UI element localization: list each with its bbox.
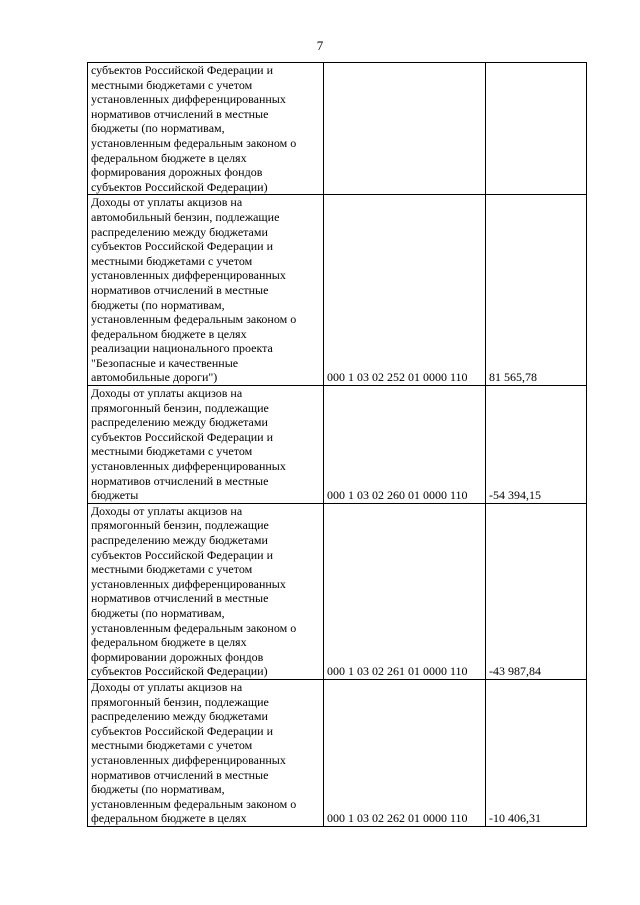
description-line: установленных дифференцированных: [91, 576, 286, 591]
budget-code-cell: [324, 63, 486, 195]
description-line: субъектов Российской Федерации): [91, 664, 268, 679]
description-line: установленным федеральным законом о: [91, 135, 297, 150]
table-row: [88, 679, 587, 826]
description-line: федеральном бюджете в целях: [91, 635, 247, 650]
description-cell: [88, 679, 324, 826]
description-line: установленных дифференцированных: [91, 92, 286, 107]
budget-code-cell: 000 1 03 02 252 01 0000 110: [324, 195, 486, 386]
table-row: [88, 503, 587, 679]
amount-cell: -54 394,15: [486, 386, 587, 504]
description-line: Доходы от уплаты акцизов на: [91, 386, 243, 401]
table-row: [88, 63, 587, 195]
description-cell: [88, 63, 324, 195]
description-line: распределению между бюджетами: [91, 415, 268, 430]
description-line: Доходы от уплаты акцизов на: [91, 503, 243, 518]
description-line: федеральном бюджете в целях: [91, 150, 247, 165]
revenue-table: [87, 62, 587, 827]
description-line: нормативов отчислений в местные: [91, 282, 269, 297]
description-line: субъектов Российской Федерации и: [91, 63, 274, 77]
description-line: распределению между бюджетами: [91, 709, 268, 724]
description-line: субъектов Российской Федерации и: [91, 547, 274, 562]
description-line: бюджеты: [91, 488, 139, 503]
description-line: автомобильный бензин, подлежащие: [91, 209, 280, 224]
description-line: местными бюджетами с учетом: [91, 253, 253, 268]
description-line: установленным федеральным законом о: [91, 312, 297, 327]
description-cell: [88, 503, 324, 679]
description-line: местными бюджетами с учетом: [91, 738, 253, 753]
amount-cell: 81 565,78: [486, 195, 587, 386]
amount-cell: -43 987,84: [486, 503, 587, 679]
description-line: реализации национального проекта: [91, 341, 273, 356]
description-line: установленным федеральным законом о: [91, 620, 297, 635]
description-line: субъектов Российской Федерации и: [91, 429, 274, 444]
description-line: прямогонный бензин, подлежащие: [91, 694, 269, 709]
amount-cell: -10 406,31: [486, 679, 587, 826]
description-line: формировании дорожных фондов: [91, 649, 264, 664]
revenue-table-body: [88, 63, 587, 827]
description-line: бюджеты (по нормативам,: [91, 297, 225, 312]
description-line: прямогонный бензин, подлежащие: [91, 400, 269, 415]
description-line: Доходы от уплаты акцизов на: [91, 195, 243, 210]
description-line: установленным федеральным законом о: [91, 796, 297, 811]
description-line: Доходы от уплаты акцизов на: [91, 679, 243, 694]
description-line: бюджеты (по нормативам,: [91, 121, 225, 136]
description-line: нормативов отчислений в местные: [91, 591, 269, 606]
description-line: федеральном бюджете в целях: [91, 326, 247, 341]
table-row: [88, 195, 587, 386]
description-line: бюджеты (по нормативам,: [91, 605, 225, 620]
budget-code-cell: 000 1 03 02 261 01 0000 110: [324, 503, 486, 679]
description-line: нормативов отчислений в местные: [91, 473, 269, 488]
description-line: субъектов Российской Федерации): [91, 179, 268, 194]
description-line: субъектов Российской Федерации и: [91, 723, 274, 738]
description-line: установленных дифференцированных: [91, 459, 286, 474]
description-line: установленных дифференцированных: [91, 268, 286, 283]
description-line: "Безопасные и качественные: [91, 355, 239, 370]
description-line: установленных дифференцированных: [91, 752, 286, 767]
table-row: [88, 386, 587, 504]
description-line: прямогонный бензин, подлежащие: [91, 518, 269, 533]
description-line: федеральном бюджете в целях: [91, 811, 247, 826]
description-line: бюджеты (по нормативам,: [91, 782, 225, 797]
description-cell: [88, 195, 324, 386]
page-number: 7: [316, 38, 324, 53]
description-line: местными бюджетами с учетом: [91, 562, 253, 577]
description-line: распределению между бюджетами: [91, 533, 268, 547]
description-line: формирования дорожных фондов: [91, 165, 263, 180]
description-line: местными бюджетами с учетом: [91, 444, 253, 459]
description-line: автомобильные дороги"): [91, 370, 218, 385]
amount-cell: [486, 63, 587, 195]
description-cell: [88, 386, 324, 504]
description-line: местными бюджетами с учетом: [91, 77, 253, 92]
description-line: нормативов отчислений в местные: [91, 106, 269, 121]
budget-code-cell: 000 1 03 02 260 01 0000 110: [324, 386, 486, 504]
description-line: распределению между бюджетами: [91, 224, 268, 239]
budget-code-cell: 000 1 03 02 262 01 0000 110: [324, 679, 486, 826]
description-line: нормативов отчислений в местные: [91, 767, 269, 782]
description-line: субъектов Российской Федерации и: [91, 239, 274, 254]
